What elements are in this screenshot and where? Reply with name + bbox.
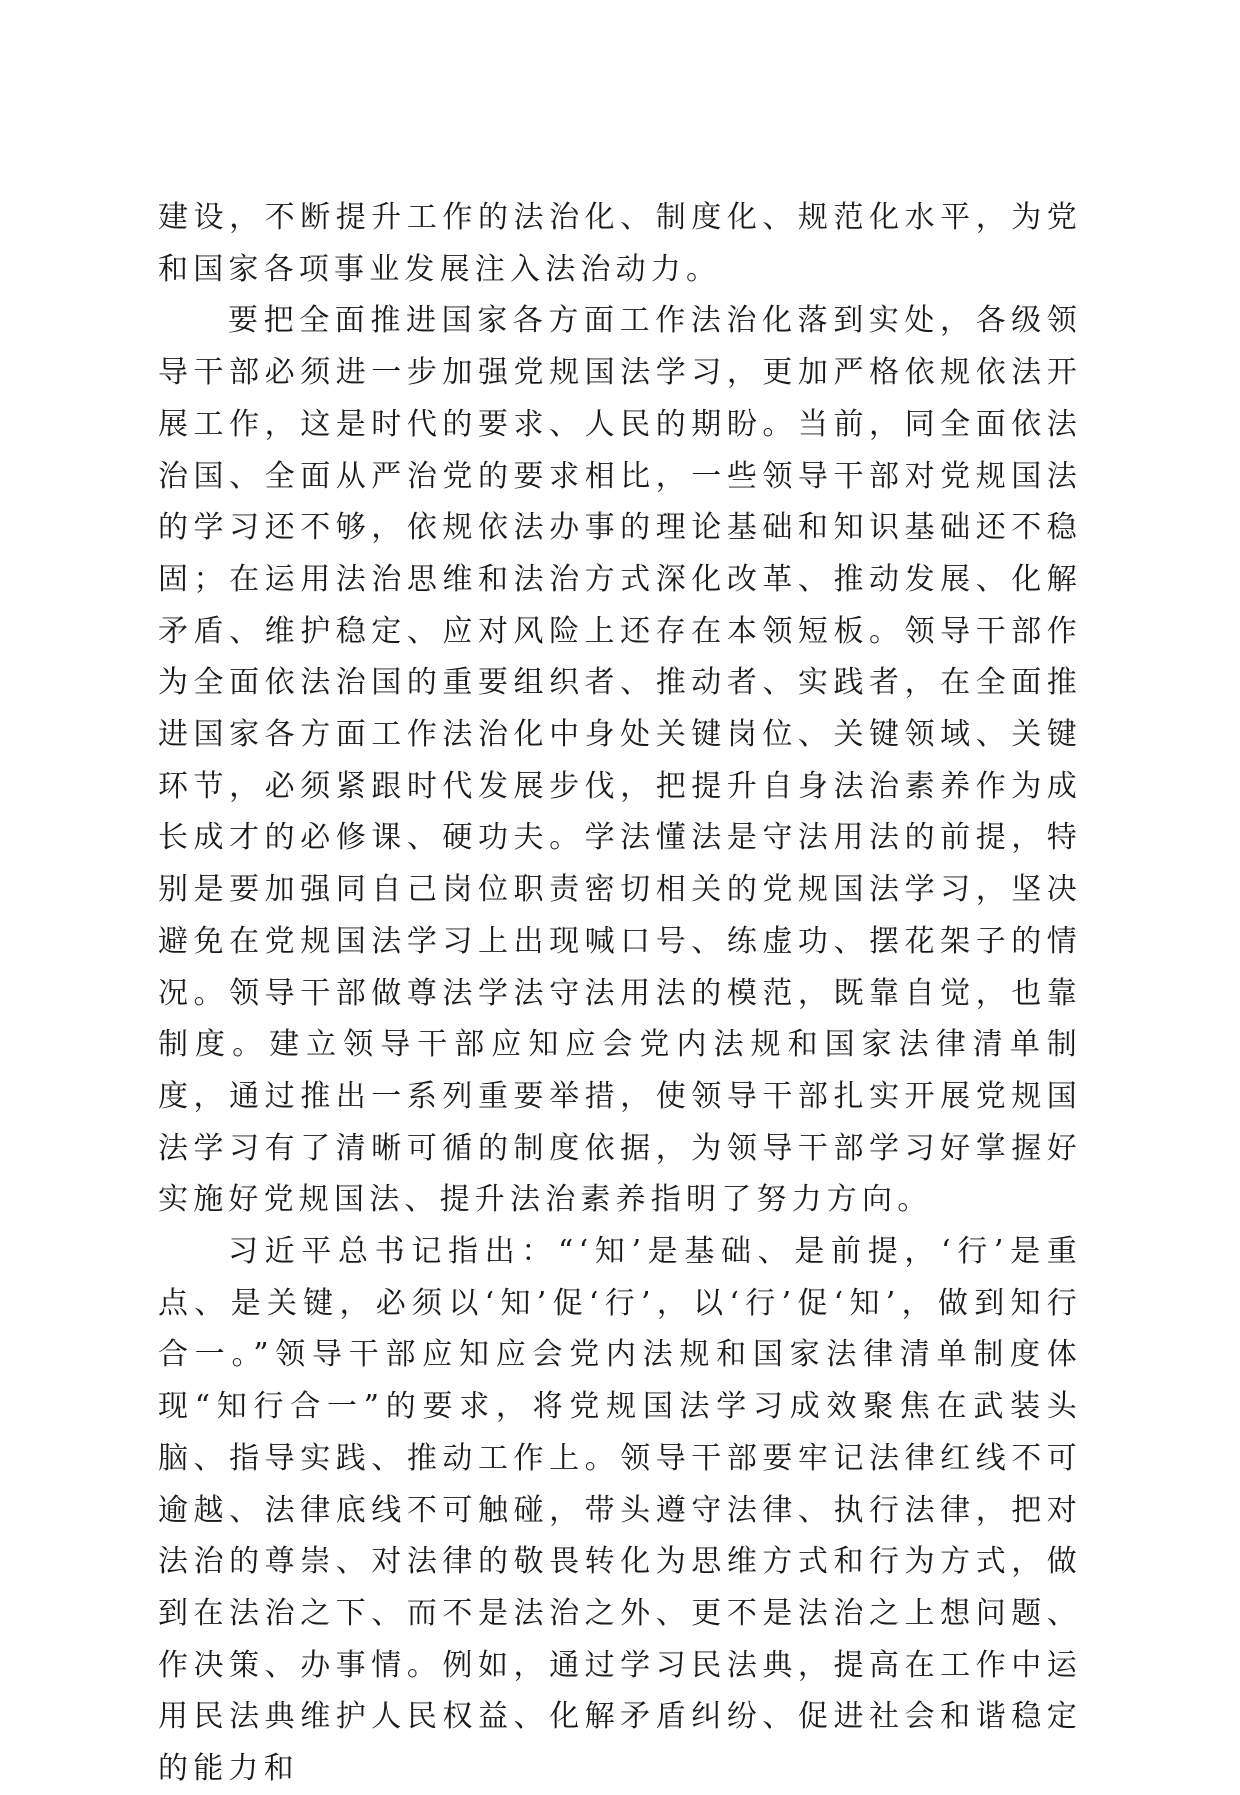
document-page [158,192,1082,1795]
paragraph-1: 建设，不断提升工作的法治化、制度化、规范化水平，为党和国家各项事业发展注入法治动力。 [158,200,1082,287]
paragraph-2: 要把全面推进国家各方面工作法治化落到实处，各级领导干部必须进一步加强党规国法学习，更加严格依规依法开展工作，这是时代的要求、人民的期盼。当前，同全面依法治国、全面从严治党的要求相比，一些领导干部对党规国法的学习还不够，依规依法办事的理论基础和知识基础还不稳固；在运用法治思维和法治方式深化改革、推动发展、化解矛盾、维护稳定、应对风险上还存在本领短板。领导干部作为全面依法治国的重要组织者、推动者、实践者，在全面推进国家各方面工作法治化中身处关键岗位、关键领域、关键环节，必须紧跟时代发展步伐，把提升自身法治素养作为成长成才的必修课、硬功夫。学法懂法是守法用法的前提，特别是要加强同自己岗位职责密切相关的党规国法学习，坚决避免在党规国法学习上出现喊口号、练虚功、摆花架子的情况。领导干部做尊法学法守法用法的模范，既靠自觉，也靠制度。建立领导干部应知应会党内法规和国家法律清单制度，通过推出一系列重要举措，使领导干部扎实开展党规国法学习有了清晰可循的制度依据，为领导干部学习好掌握好实施好党规国法、提升法治素养指明了努力方向。 [158,303,1082,1218]
paragraph-3: 习近平总书记指出：“‘知’是基础、是前提，‘行’是重点、是关键，必须以‘知’促‘行’，以‘行’促‘知’，做到知行合一。”领导干部应知应会党内法规和国家法律清单制度体现“知行合一”的要求，将党规国法学习成效聚焦在武装头脑、指导实践、推动工作上。领导干部要牢记法律红线不可逾越、法律底线不可触碰，带头遵守法律、执行法律，把对法治的尊崇、对法律的敬畏转化为思维方式和行为方式，做到在法治之下、而不是法治之外、更不是法治之上想问题、作决策、办事情。例如，通过学习民法典，提高在工作中运用民法典维护人民权益、化解矛盾纠纷、促进社会和谐稳定的能力和 [158,1234,1082,1787]
